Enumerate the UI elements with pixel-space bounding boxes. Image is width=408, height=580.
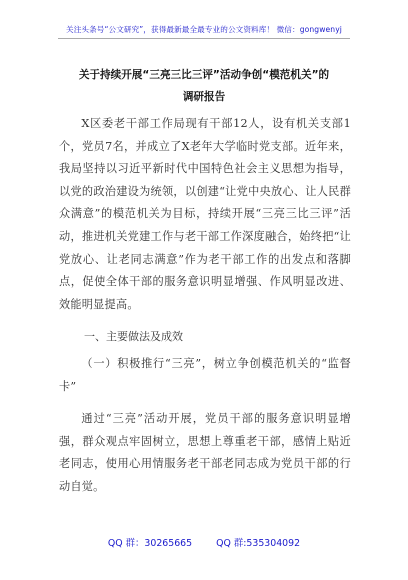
sub-heading: （一）积极推行“三亮”，树立争创模范机关的“监督卡”: [59, 357, 351, 393]
intro-paragraph: [59, 113, 351, 316]
document-title-line2: 调研报告: [182, 91, 226, 103]
intro-paragraph-text: X区委老干部工作局现有干部12人，设有机关支部1个，党员7名，并成立了X老年大学临时党支部。近年来，我局坚持以习近平新时代中国特色社会主义思想为指导，以党的政治建设为统领，以创建“让党中央放心、让人民群众满意”的模范机关为目标，持续开展“三亮三比三评”活动，推进机关党建工作与老干部工作深度融合，始终把“让党放心、让老同志满意”作为老干部工作的出发点和落脚点，促使全体干部的服务意识明显增强、作风明显改进、效能明显提高。: [59, 117, 351, 311]
document-title: 关于持续开展“三亮三比三评”活动争创“模范机关”的: [78, 69, 330, 81]
footer-qq-group-1: QQ 群：30265665: [107, 538, 193, 549]
footer-contact: [0, 535, 408, 549]
header-divider: [58, 38, 350, 39]
section-heading: 一、主要做法及成效: [84, 330, 183, 343]
body-paragraph: 通过“三亮”活动开展，党员干部的服务意识明显增强，群众观点牢固树立，思想上尊重老干部，感情上贴近老同志，使用心用情服务老干部老同志成为党员干部的行动自觉。: [59, 412, 351, 493]
footer-qq-group-2: QQ 群:535304092: [216, 538, 301, 549]
header-banner: 关注头条号“公文研究”，获得最新最全最专业的公文资料库！ 微信：gongwenyj: [66, 25, 342, 34]
